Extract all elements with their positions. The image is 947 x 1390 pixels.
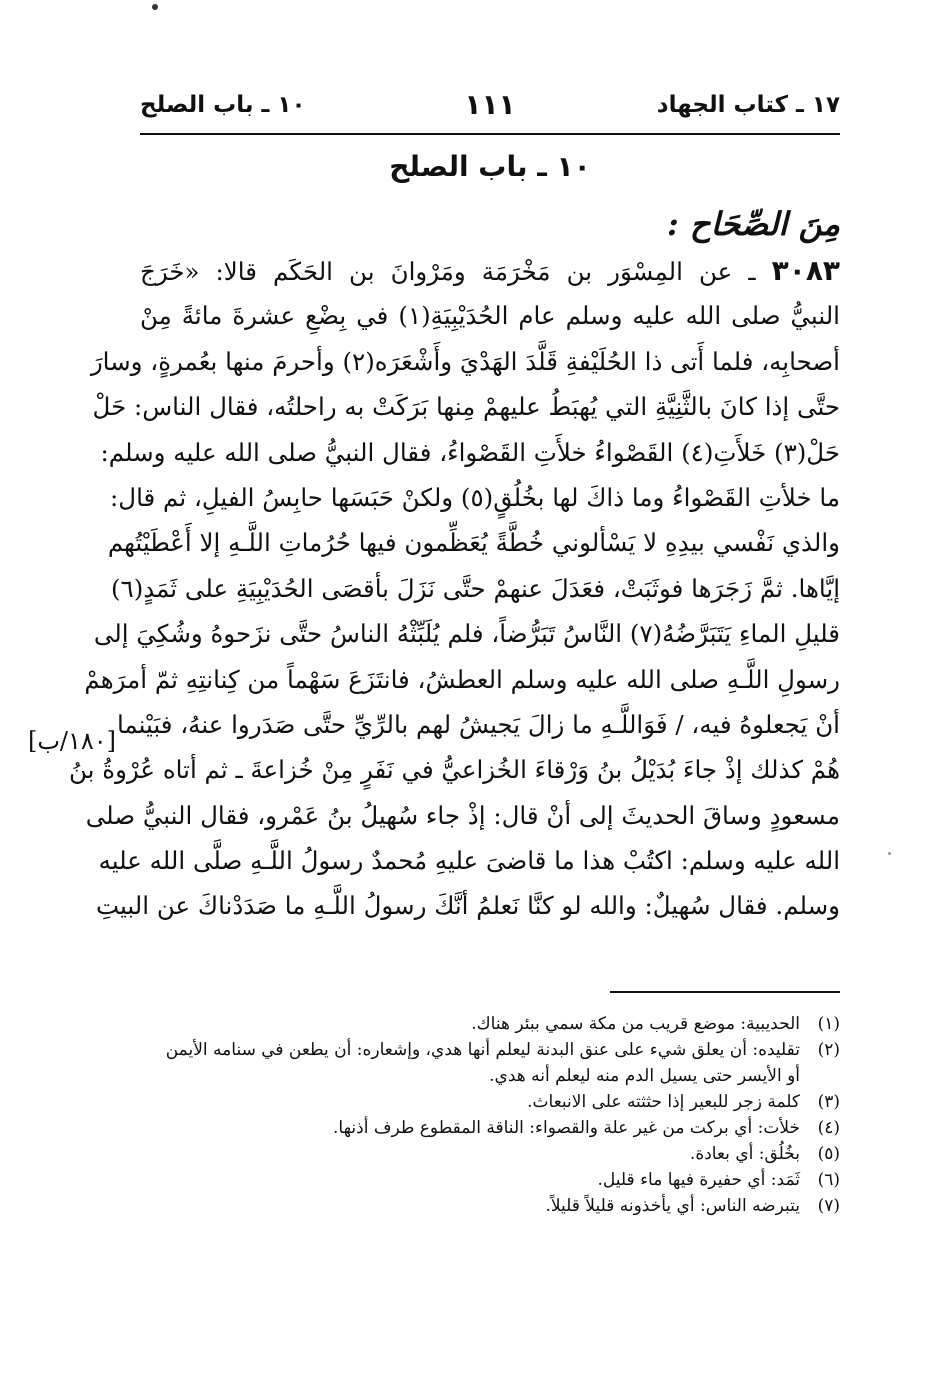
hadith-line: أنْ يَجعلوهُ فيه، / فَوَاللَّـهِ ما زالَ يَجيشُ لهم بالرِّيِّ حتَّى صَدَروا عنهُ، فبَيْنما [116,709,840,739]
scan-speck [888,852,891,855]
manuscript-folio-reference: [١٨٠/ب] [27,727,117,755]
footnotes [140,1011,840,1219]
chapter-heading: ١٠ ـ باب الصلح [389,150,591,183]
hadith-line: ٣٠٨٣ ـ عن المِسْوَر بن مَخْرَمَة ومَرْوانَ بن الحَكَم قالا: «خَرَجَ [140,254,840,287]
footnote: (٢) تقليده: أن يعلق شيء على عنق البدنة ليعلم أنها هدي، وإشعاره: أن يطعن في سنامه الأيمن [165,1040,840,1060]
footnote-separator [610,991,840,993]
footnote: (٦) ثَمَد: أي حفيرة فيها ماء قليل. [597,1170,840,1190]
footnote: (٣) كلمة زجر للبعير إذا حثثته على الانبعاث. [527,1092,840,1112]
section-label: مِنَ الصِّحَاح : [666,205,840,243]
running-header [140,88,840,130]
hadith-line: حَلْ(٣) خَلأَتِ(٤) القَصْواءُ خلأَتِ القَصْواءُ، فقال النبيُّ صلى الله عليه وسلم: [100,437,840,467]
hadith-number: ٣٠٨٣ [771,254,840,287]
hadith-line: هُمْ كذلك إذْ جاءَ بُدَيْلُ بنُ وَرْقاءَ الخُزاعيُّ في نَفَرٍ مِنْ خُزاعةَ ـ ثم أتاه عُرْوةُ بنُ [68,755,840,785]
hadith-line: النبيُّ صلى الله عليه وسلم عام الحُدَيْبِيَةِ(١) في بِضْعِ عشرةَ مائةً مِنْ [140,301,840,331]
footnote: (٤) خلأت: أي بركت من غير علة والقصواء: الناقة المقطوع طرف أذنها. [333,1118,840,1138]
hadith-line: وسلم. فقال سُهيلٌ: والله لو كنَّا نَعلمُ أنَّكَ رسولُ اللَّـهِ ما صَدَدْناكَ عن البيتِ [95,891,840,921]
hadith-line: رسولِ اللَّـهِ صلى الله عليه وسلم العطشُ، فانتَزَعَ سَهْماً من كِنانتِهِ ثمّ أمرَهمْ [84,664,840,694]
hadith-line: إيَّاها. ثمَّ زَجَرَها فوثَبَتْ، فعَدَلَ عنهمْ حتَّى نَزَلَ بأقصَى الحُدَيْبِيَةِ على ثَمَدٍ(٦) [110,573,840,603]
footnote: (٧) يتبرضه الناس: أي يأخذونه قليلاً قليلاً. [545,1196,840,1216]
header-rule [140,133,840,135]
chapter-short-title: ١٠ ـ باب الصلح [140,92,306,118]
hadith-line: مسعودٍ وساقَ الحديثَ إلى أنْ قال: إذْ جاء سُهيلُ بنُ عَمْرو، فقال النبيُّ صلى [85,800,840,830]
footnote-continuation: أو الأيسر حتى يسيل الدم منه ليعلم أنه هدي. [489,1066,800,1086]
page-number: ١١١ [464,88,516,121]
footnote: (٥) بخُلُق: أي بعادة. [689,1144,840,1164]
hadith-line: والذي نَفْسي بيدِهِ لا يَسْألوني خُطَّةً يُعَظِّمون فيها حُرُماتِ اللَّـهِ إلا أَعْطَيْتُهم [107,528,840,558]
hadith-line: حتَّى إذا كانَ بالثَّنِيَّةِ التي يُهبَطُ عليهمْ مِنها بَرَكَتْ به راحلتُه، فقال الناس: حَلْ [92,392,840,422]
scan-speck [152,4,158,10]
hadith-line: أصحابِه، فلما أَتى ذا الحُلَيْفةِ قَلَّدَ الهَدْيَ وأَشْعَرَه(٢) وأحرمَ منها بعُمرةٍ، وسارَ [90,346,840,376]
hadith-line: قليلِ الماءِ يَتَبَرَّضُهُ(٧) النَّاسُ تَبَرُّضاً، فلم يُلَبِّثْهُ الناسُ حتَّى نزَحوهُ وشُكِيَ إلى [93,619,840,649]
hadith-line: الله عليه وسلم: اكتُبْ هذا ما قاضىَ عليهِ مُحمدٌ رسولُ اللَّـهِ صلَّى الله عليه [98,846,840,876]
hadith-line: ما خلأتِ القَصْواءُ وما ذاكَ لها بخُلُقٍ(٥) ولكنْ حَبَسَها حابِسُ الفيلِ، ثم قال: [110,482,840,512]
footnote: (١) الحديبية: موضع قريب من مكة سمي ببئر هناك. [471,1014,840,1034]
book-title: ١٧ ـ كتاب الجهاد [656,92,840,118]
